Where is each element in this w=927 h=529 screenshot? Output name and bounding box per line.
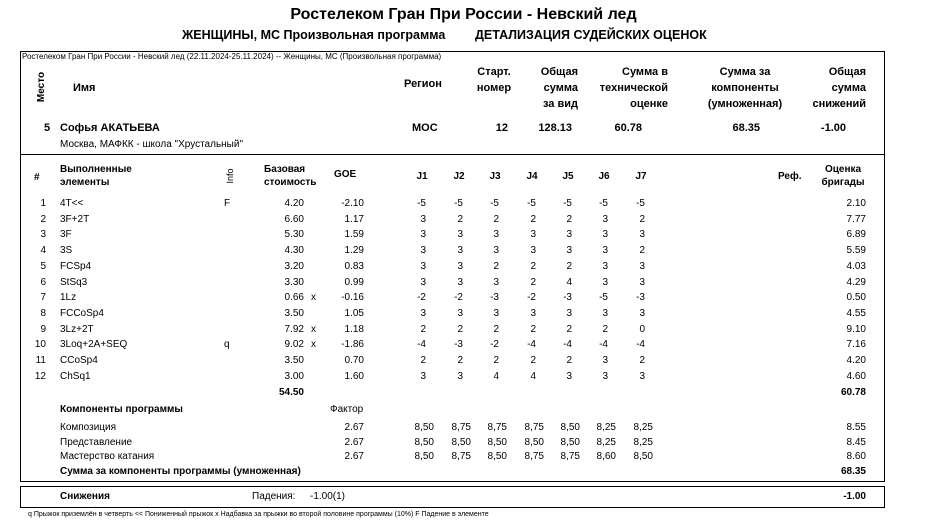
score-header: Оценка бригады (821, 164, 865, 188)
program-subtitle: ЖЕНЩИНЫ, МС Произвольная программа (182, 28, 446, 42)
element-num: 8 (40, 307, 46, 319)
element-judge-2: 2 (457, 213, 463, 225)
element-judge-1: 3 (420, 370, 426, 382)
element-score: 4.29 (846, 276, 866, 288)
element-code: CCoSp4 (60, 355, 98, 366)
component-judge-3: 8,50 (487, 436, 507, 448)
element-code: 3F (60, 229, 72, 241)
element-code: 3Loq+2A+SEQ (60, 339, 128, 351)
name-header: Имя (73, 82, 96, 94)
element-judge-1: 3 (420, 245, 426, 257)
element-judge-3: 2 (493, 260, 499, 272)
element-judge-7: -3 (636, 292, 645, 304)
component-score: 8.55 (846, 422, 866, 433)
element-base: 3.30 (284, 276, 304, 288)
element-code: 3S (60, 245, 73, 257)
element-judge-1: -5 (417, 198, 426, 209)
deductions-total: -1.00 (843, 491, 866, 502)
num-header: # (34, 172, 40, 183)
element-judge-3: 3 (493, 245, 499, 257)
element-base: 9.02 (284, 339, 304, 351)
skater-tech: 60.78 (614, 122, 642, 134)
element-judge-5: 3 (566, 229, 572, 241)
element-judge-1: 3 (420, 213, 426, 225)
element-judge-1: 2 (420, 355, 426, 366)
element-judge-3: -5 (490, 198, 499, 209)
element-code: 1Lz (60, 292, 77, 304)
element-bonus: x (311, 339, 316, 351)
tech-header: Сумма в технической оценке (599, 66, 668, 110)
element-judge-7: 3 (639, 276, 645, 288)
event-line: Ростелеком Гран При России - Невский лед (22.11.2024-25.11.2024) -- Женщины, МС (Произвольная программа) (22, 52, 442, 61)
element-goe: 0.83 (344, 260, 364, 272)
component-score: 8.60 (846, 451, 866, 462)
element-num: 4 (40, 245, 46, 257)
region-header: Регион (404, 78, 442, 90)
element-judge-5: 2 (566, 355, 572, 366)
component-judge-4: 8,75 (524, 422, 544, 433)
element-judge-2: -3 (454, 339, 463, 351)
element-judge-1: 3 (420, 260, 426, 272)
element-judge-4: 3 (530, 229, 536, 241)
element-base: 4.30 (284, 245, 304, 257)
element-base: 3.20 (284, 260, 304, 272)
element-goe: 0.99 (344, 276, 364, 288)
element-judge-4: -2 (527, 292, 536, 304)
element-judge-1: 3 (420, 276, 426, 288)
component-judge-6: 8,25 (596, 422, 616, 433)
element-goe: -1.86 (341, 339, 364, 351)
element-judge-3: 4 (493, 370, 499, 382)
element-judge-3: 2 (493, 355, 499, 366)
element-base: 3.00 (284, 370, 304, 382)
element-num: 3 (40, 229, 46, 241)
element-judge-7: -5 (636, 198, 645, 209)
element-bonus: x (311, 292, 316, 304)
deductions-label: Снижения (60, 491, 110, 502)
element-judge-1: 2 (420, 323, 426, 335)
component-name: Композиция (60, 422, 117, 433)
separator (20, 154, 885, 155)
element-code: 3Lz+2T (60, 323, 94, 335)
component-judge-1: 8,50 (414, 451, 434, 462)
component-judge-6: 8,25 (596, 436, 616, 448)
component-judge-5: 8,50 (560, 422, 580, 433)
element-judge-3: 3 (493, 229, 499, 241)
place-header: Место (36, 71, 47, 103)
element-score: 4.55 (846, 307, 866, 319)
component-judge-2: 8,75 (451, 451, 471, 462)
element-base: 3.50 (284, 355, 304, 366)
element-base: 3.50 (284, 307, 304, 319)
element-judge-5: 2 (566, 323, 572, 335)
judge-header-7: J7 (635, 171, 647, 182)
element-num: 6 (40, 276, 46, 288)
element-judge-4: 2 (530, 323, 536, 335)
total-header: Общая сумма за вид (540, 66, 578, 110)
goe-header: GOE (334, 169, 357, 180)
components-title: Компоненты программы (60, 404, 183, 415)
element-judge-5: 3 (566, 307, 572, 319)
element-score: 4.03 (846, 260, 866, 272)
element-judge-6: 3 (602, 245, 608, 257)
element-judge-5: 3 (566, 370, 572, 382)
element-judge-3: -3 (490, 292, 499, 304)
falls-label: Падения: (252, 491, 296, 502)
element-judge-2: 3 (457, 276, 463, 288)
element-bonus: x (311, 323, 316, 335)
element-base: 4.20 (284, 198, 304, 209)
comp-total: 68.35 (840, 466, 866, 477)
judge-header-3: J3 (489, 171, 501, 182)
element-judge-7: 2 (639, 213, 645, 225)
component-judge-2: 8,75 (451, 422, 471, 433)
element-judge-4: -5 (527, 198, 536, 209)
component-factor: 2.67 (344, 436, 364, 448)
element-goe: 1.60 (344, 370, 364, 382)
element-judge-5: -4 (563, 339, 572, 351)
element-judge-6: 3 (602, 213, 608, 225)
component-judge-4: 8,50 (524, 436, 544, 448)
component-judge-5: 8,50 (560, 436, 580, 448)
element-num: 1 (40, 198, 46, 209)
tech-total: 60.78 (840, 387, 866, 398)
element-goe: 1.18 (344, 323, 364, 335)
element-judge-6: 3 (602, 276, 608, 288)
element-code: 3F+2T (60, 213, 90, 225)
element-judge-1: 3 (420, 229, 426, 241)
element-judge-7: 3 (639, 370, 645, 382)
element-judge-7: 2 (639, 245, 645, 257)
element-score: 9.10 (846, 323, 866, 335)
element-judge-2: 3 (457, 245, 463, 257)
skater-club: Москва, МАФКК - школа "Хрустальный" (60, 139, 244, 150)
component-score: 8.45 (846, 436, 866, 448)
element-judge-2: 3 (457, 260, 463, 272)
element-judge-1: -4 (417, 339, 426, 351)
element-judge-3: 3 (493, 307, 499, 319)
element-goe: 0.70 (344, 355, 364, 366)
skater-name: Софья АКАТЬЕВА (60, 122, 160, 134)
base-total: 54.50 (278, 387, 304, 398)
element-score: 2.10 (846, 198, 866, 209)
comp-total-label: Сумма за компоненты программы (умноженная) (60, 466, 301, 477)
report-subtitle: ДЕТАЛИЗАЦИЯ СУДЕЙСКИХ ОЦЕНОК (475, 28, 707, 42)
element-code: FCSp4 (60, 260, 92, 272)
element-judge-2: -5 (454, 198, 463, 209)
component-factor: 2.67 (344, 451, 364, 462)
element-judge-7: 3 (639, 229, 645, 241)
component-judge-5: 8,75 (560, 451, 580, 462)
element-score: 4.20 (846, 355, 866, 366)
element-num: 9 (40, 323, 46, 335)
element-code: 4T<< (60, 198, 84, 209)
component-judge-7: 8,50 (633, 451, 653, 462)
element-judge-4: 2 (530, 213, 536, 225)
component-judge-4: 8,75 (524, 451, 544, 462)
component-judge-7: 8,25 (633, 422, 653, 433)
skater-region: МОС (412, 122, 438, 134)
element-code: StSq3 (60, 276, 88, 288)
component-name: Представление (60, 436, 133, 448)
component-judge-7: 8,25 (633, 436, 653, 448)
element-base: 7.92 (284, 323, 304, 335)
component-judge-6: 8,60 (596, 451, 616, 462)
element-judge-4: 2 (530, 276, 536, 288)
element-judge-7: 3 (639, 307, 645, 319)
element-judge-2: 3 (457, 229, 463, 241)
element-judge-2: 3 (457, 307, 463, 319)
ded-header: Общая сумма снижений (812, 66, 866, 110)
element-judge-1: 3 (420, 307, 426, 319)
element-num: 10 (34, 339, 46, 351)
element-judge-6: -4 (599, 339, 608, 351)
element-score: 6.89 (846, 229, 866, 241)
element-score: 0.50 (846, 292, 866, 304)
element-goe: 1.05 (344, 307, 364, 319)
ref-header: Реф. (778, 171, 802, 182)
element-judge-3: 2 (493, 213, 499, 225)
skater-ded: -1.00 (820, 122, 846, 134)
comp-header: Сумма за компоненты (умноженная) (707, 66, 783, 110)
component-judge-2: 8,50 (451, 436, 471, 448)
element-goe: 1.29 (344, 245, 364, 257)
element-judge-6: 3 (602, 307, 608, 319)
element-judge-2: 2 (457, 323, 463, 335)
element-judge-6: -5 (599, 198, 608, 209)
footnote: q Прыжок приземлён в четверть << Пониженный прыжок x Надбавка за прыжки во второй половине программы (10%) F Падение в элементе (28, 511, 489, 518)
element-judge-1: -2 (417, 292, 426, 304)
skater-total: 128.13 (538, 122, 572, 134)
judge-header-1: J1 (416, 171, 428, 182)
element-judge-6: 2 (602, 323, 608, 335)
element-num: 12 (34, 370, 46, 382)
element-judge-3: 3 (493, 276, 499, 288)
element-judge-7: -4 (636, 339, 645, 351)
element-judge-6: 3 (602, 260, 608, 272)
info-header: Info (225, 168, 235, 184)
element-judge-6: -5 (599, 292, 608, 304)
element-base: 5.30 (284, 229, 304, 241)
deductions-box (20, 486, 885, 508)
element-judge-6: 3 (602, 370, 608, 382)
element-base: 0.66 (284, 292, 304, 304)
component-name: Мастерство катания (60, 451, 155, 462)
judge-header-6: J6 (598, 171, 610, 182)
component-factor: 2.67 (344, 422, 364, 433)
element-goe: 1.59 (344, 229, 364, 241)
component-judge-1: 8,50 (414, 436, 434, 448)
element-judge-3: -2 (490, 339, 499, 351)
element-judge-5: -3 (563, 292, 572, 304)
element-judge-2: -2 (454, 292, 463, 304)
element-judge-7: 2 (639, 355, 645, 366)
element-score: 4.60 (846, 370, 866, 382)
element-judge-4: 2 (530, 260, 536, 272)
start-header: Старт. номер (476, 66, 512, 94)
element-judge-5: 3 (566, 245, 572, 257)
element-score: 7.77 (846, 213, 866, 225)
factor-label: Фактор (330, 404, 364, 415)
element-goe: -0.16 (341, 292, 364, 304)
element-judge-4: 3 (530, 245, 536, 257)
element-judge-4: 3 (530, 307, 536, 319)
element-judge-6: 3 (602, 229, 608, 241)
skater-place: 5 (44, 122, 51, 134)
judge-header-5: J5 (562, 171, 574, 182)
component-judge-3: 8,50 (487, 451, 507, 462)
element-judge-4: 2 (530, 355, 536, 366)
element-judge-4: 4 (530, 370, 536, 382)
falls-value: -1.00(1) (310, 491, 346, 502)
element-base: 6.60 (284, 213, 304, 225)
elements-header: Выполненные элементы (60, 164, 132, 188)
element-judge-7: 3 (639, 260, 645, 272)
element-score: 7.16 (846, 339, 866, 351)
element-judge-2: 3 (457, 370, 463, 382)
element-num: 11 (35, 355, 46, 366)
element-judge-7: 0 (639, 323, 645, 335)
element-judge-2: 2 (457, 355, 463, 366)
base-header: Базовая стоимость (264, 164, 317, 188)
element-judge-4: -4 (527, 339, 536, 351)
page-title: Ростелеком Гран При России - Невский лед (290, 6, 637, 23)
element-judge-5: 2 (566, 260, 572, 272)
element-goe: -2.10 (341, 198, 364, 209)
judge-header-4: J4 (526, 171, 538, 182)
element-info: q (224, 339, 230, 351)
skater-start: 12 (495, 122, 508, 134)
element-num: 2 (40, 213, 46, 225)
component-judge-1: 8,50 (414, 422, 434, 433)
element-judge-5: -5 (563, 198, 572, 209)
skater-comp: 68.35 (732, 122, 760, 134)
element-judge-6: 3 (602, 355, 608, 366)
element-code: ChSq1 (60, 370, 91, 382)
element-judge-5: 4 (566, 276, 572, 288)
element-goe: 1.17 (344, 213, 364, 225)
element-judge-5: 2 (566, 213, 572, 225)
element-num: 5 (40, 260, 46, 272)
element-num: 7 (40, 292, 46, 304)
component-judge-3: 8,75 (487, 422, 507, 433)
element-info: F (224, 198, 231, 209)
element-judge-3: 2 (493, 323, 499, 335)
element-score: 5.59 (846, 245, 866, 257)
element-code: FCCoSp4 (60, 307, 104, 319)
judge-header-2: J2 (453, 171, 465, 182)
